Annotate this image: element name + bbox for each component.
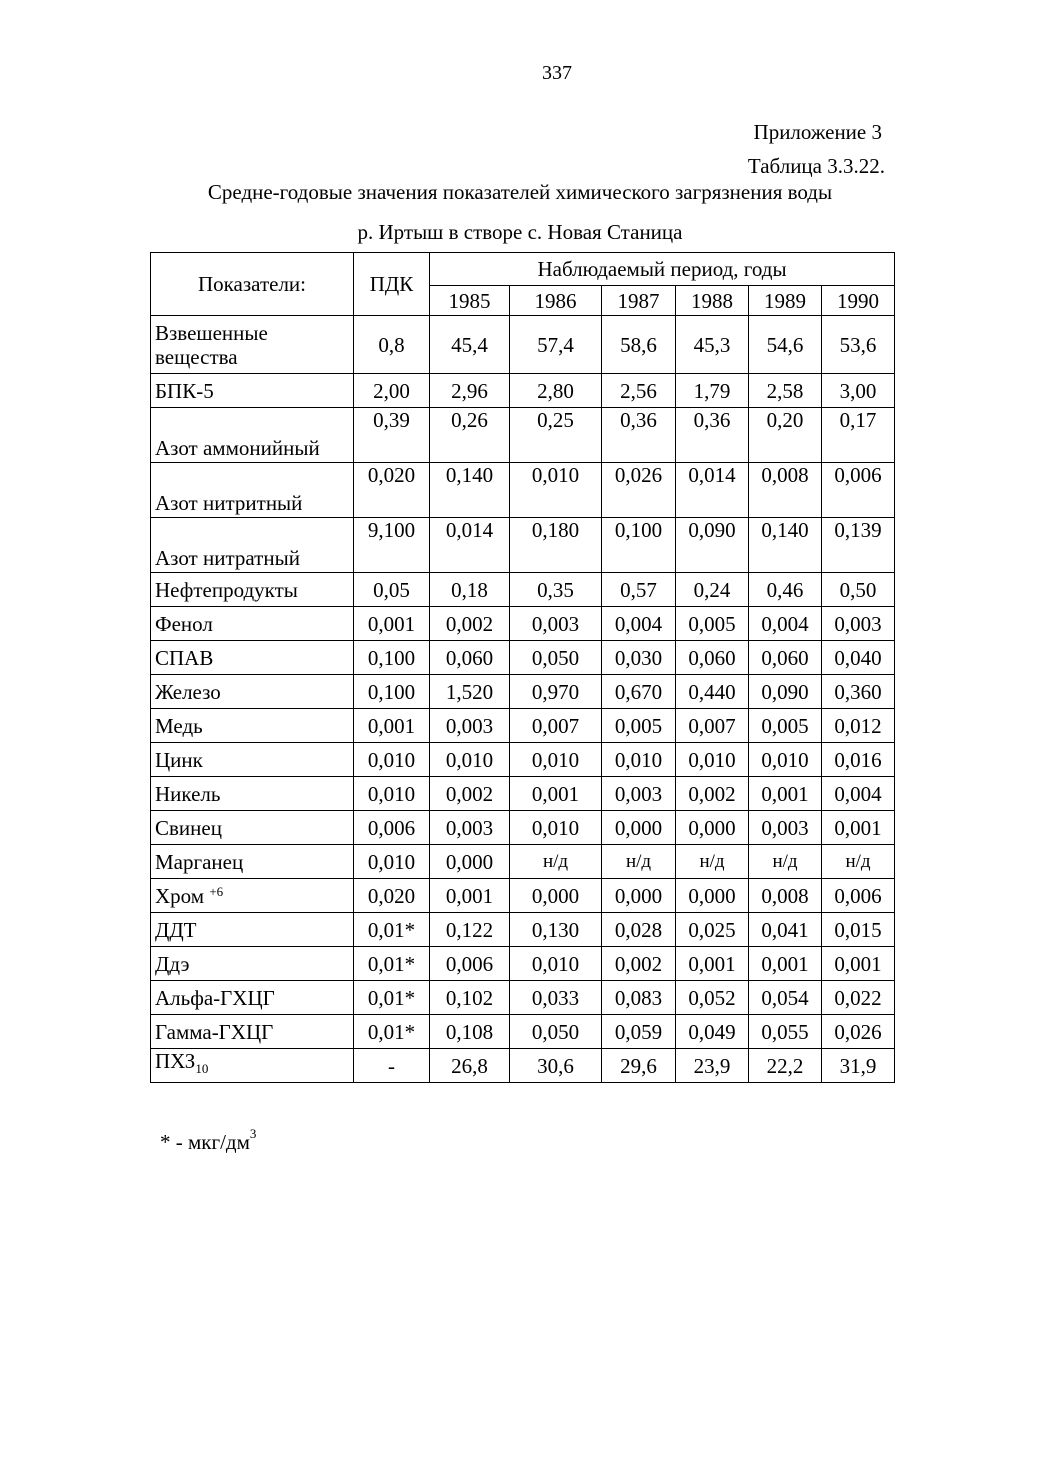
year-value: 0,102	[430, 981, 510, 1015]
year-value: 0,014	[430, 518, 510, 573]
year-value: 1,520	[430, 675, 510, 709]
indicator-name	[151, 777, 354, 811]
indicator-name	[151, 463, 354, 518]
header-year: 1990	[822, 286, 895, 316]
year-value: 0,000	[430, 845, 510, 879]
table-row	[151, 675, 895, 709]
indicator-name-text: Ддэ	[155, 951, 190, 976]
year-value: 0,002	[602, 947, 676, 981]
year-value: 0,010	[510, 811, 602, 845]
indicator-name-text: Цинк	[155, 747, 203, 772]
table-row	[151, 463, 895, 518]
indicator-name	[151, 641, 354, 675]
pdk-value: 0,020	[354, 463, 430, 518]
year-value: 0,000	[676, 811, 749, 845]
indicator-name	[151, 913, 354, 947]
table-row	[151, 607, 895, 641]
indicator-name-text: СПАВ	[155, 645, 214, 670]
table-row	[151, 879, 895, 913]
indicator-name	[151, 316, 354, 374]
year-value: 0,049	[676, 1015, 749, 1049]
year-value: 0,010	[430, 743, 510, 777]
year-value: 0,050	[510, 1015, 602, 1049]
indicator-name-text: Альфа-ГХЦГ	[155, 985, 275, 1010]
table-row	[151, 408, 895, 463]
year-value: 0,130	[510, 913, 602, 947]
year-value: 58,6	[602, 316, 676, 374]
year-value: 0,57	[602, 573, 676, 607]
page-number: 337	[542, 62, 572, 84]
indicator-name-text: Медь	[155, 713, 203, 738]
indicator-name	[151, 518, 354, 573]
year-value: 0,005	[676, 607, 749, 641]
header-period: Наблюдаемый период, годы	[430, 253, 895, 286]
year-value: 0,022	[822, 981, 895, 1015]
indicator-name-text: Хром	[155, 883, 205, 908]
year-value: 0,006	[822, 879, 895, 913]
indicator-name-text: БПК-5	[155, 378, 214, 403]
year-value: 0,122	[430, 913, 510, 947]
indicator-name-text: Нефтепродукты	[155, 577, 298, 602]
footnote	[160, 1126, 257, 1155]
year-value: 0,090	[676, 518, 749, 573]
year-value: 0,090	[749, 675, 822, 709]
indicator-name	[151, 1049, 354, 1083]
year-value: 0,001	[676, 947, 749, 981]
pdk-value: 0,006	[354, 811, 430, 845]
year-value: 0,059	[602, 1015, 676, 1049]
year-value: 0,36	[676, 408, 749, 463]
year-value: 0,001	[822, 947, 895, 981]
pdk-value: -	[354, 1049, 430, 1083]
header-year: 1989	[749, 286, 822, 316]
year-value: 0,060	[430, 641, 510, 675]
table-row	[151, 845, 895, 879]
year-value: 0,030	[602, 641, 676, 675]
table-row	[151, 1015, 895, 1049]
year-value: н/д	[822, 845, 895, 879]
header-indicators: Показатели:	[151, 253, 354, 316]
year-value: 0,18	[430, 573, 510, 607]
year-value: 0,000	[602, 879, 676, 913]
indicator-name-text: Железо	[155, 679, 221, 704]
year-value: 0,003	[510, 607, 602, 641]
year-value: 22,2	[749, 1049, 822, 1083]
year-value: 0,100	[602, 518, 676, 573]
year-value: 0,36	[602, 408, 676, 463]
year-value: 26,8	[430, 1049, 510, 1083]
indicator-name	[151, 374, 354, 408]
indicator-name	[151, 573, 354, 607]
year-value: 0,108	[430, 1015, 510, 1049]
year-value: 57,4	[510, 316, 602, 374]
year-value: 0,004	[602, 607, 676, 641]
pdk-value: 0,100	[354, 675, 430, 709]
indicator-name-text: Никель	[155, 781, 221, 806]
indicator-name-text: Азот нитритный	[155, 491, 303, 515]
indicator-name-text: Свинец	[155, 815, 222, 840]
year-value: 0,052	[676, 981, 749, 1015]
table-title-line1: Средне-годовые значения показателей химического загрязнения воды	[207, 180, 833, 204]
year-value: 0,050	[510, 641, 602, 675]
year-value: 0,670	[602, 675, 676, 709]
year-value: 0,025	[676, 913, 749, 947]
year-value: 0,139	[822, 518, 895, 573]
year-value: 0,010	[510, 947, 602, 981]
year-value: 0,001	[749, 777, 822, 811]
indicator-name-text: Азот аммонийный	[155, 436, 320, 460]
appendix-label: Приложение 3	[753, 120, 882, 144]
year-value: 0,060	[676, 641, 749, 675]
pdk-value: 9,100	[354, 518, 430, 573]
year-value: 30,6	[510, 1049, 602, 1083]
table-row	[151, 573, 895, 607]
table-row	[151, 374, 895, 408]
indicator-name	[151, 1015, 354, 1049]
pdk-value: 0,010	[354, 777, 430, 811]
table-row	[151, 316, 895, 374]
pdk-value: 0,8	[354, 316, 430, 374]
year-value: 0,000	[676, 879, 749, 913]
indicator-name	[151, 811, 354, 845]
footnote-sup: 3	[249, 1126, 257, 1141]
indicator-name	[151, 947, 354, 981]
year-value: 0,006	[822, 463, 895, 518]
year-value: 0,35	[510, 573, 602, 607]
header-year: 1987	[602, 286, 676, 316]
table-row	[151, 641, 895, 675]
table-row	[151, 981, 895, 1015]
year-value: 0,033	[510, 981, 602, 1015]
year-value: 0,001	[510, 777, 602, 811]
year-value: 0,010	[749, 743, 822, 777]
year-value: 2,80	[510, 374, 602, 408]
year-value: 0,002	[430, 777, 510, 811]
year-value: 2,56	[602, 374, 676, 408]
year-value: 3,00	[822, 374, 895, 408]
indicator-name	[151, 709, 354, 743]
year-value: 31,9	[822, 1049, 895, 1083]
indicator-name-text: Взвешенные вещества	[155, 320, 268, 369]
year-value: н/д	[749, 845, 822, 879]
year-value: 0,970	[510, 675, 602, 709]
year-value: 0,003	[822, 607, 895, 641]
indicator-name-text: Фенол	[155, 611, 213, 636]
table-row	[151, 518, 895, 573]
year-value: 0,26	[430, 408, 510, 463]
year-value: 0,003	[430, 811, 510, 845]
pdk-value: 0,39	[354, 408, 430, 463]
indicator-name	[151, 879, 354, 913]
indicator-name	[151, 743, 354, 777]
year-value: 0,004	[749, 607, 822, 641]
table-row	[151, 913, 895, 947]
indicator-name-text: ДДТ	[155, 917, 197, 942]
year-value: 0,010	[676, 743, 749, 777]
pdk-value: 2,00	[354, 374, 430, 408]
table-row	[151, 811, 895, 845]
year-value: 0,360	[822, 675, 895, 709]
year-value: 0,026	[822, 1015, 895, 1049]
indicator-subscript: 10	[195, 1061, 209, 1077]
table-row	[151, 709, 895, 743]
pdk-value: 0,05	[354, 573, 430, 607]
indicator-name-text: Азот нитратный	[155, 546, 300, 570]
pdk-value: 0,01*	[354, 1015, 430, 1049]
year-value: 23,9	[676, 1049, 749, 1083]
year-value: 0,008	[749, 879, 822, 913]
year-value: 0,012	[822, 709, 895, 743]
pdk-value: 0,010	[354, 743, 430, 777]
table-row	[151, 777, 895, 811]
indicator-name-text: ПХЗ	[155, 1049, 196, 1074]
indicator-name-text: Гамма-ГХЦГ	[155, 1019, 274, 1044]
table-row	[151, 1049, 895, 1083]
year-value: н/д	[510, 845, 602, 879]
year-value: 2,58	[749, 374, 822, 408]
header-year: 1985	[430, 286, 510, 316]
pollution-table	[150, 252, 895, 1083]
header-pdk: ПДК	[354, 253, 430, 316]
indicator-superscript: +6	[209, 883, 224, 899]
year-value: 29,6	[602, 1049, 676, 1083]
year-value: 0,001	[430, 879, 510, 913]
table-row	[151, 947, 895, 981]
indicator-name	[151, 845, 354, 879]
year-value: 0,000	[602, 811, 676, 845]
year-value: 0,005	[602, 709, 676, 743]
year-value: 45,3	[676, 316, 749, 374]
year-value: 0,003	[602, 777, 676, 811]
year-value: 0,003	[430, 709, 510, 743]
pdk-value: 0,100	[354, 641, 430, 675]
pdk-value: 0,010	[354, 845, 430, 879]
year-value: 0,016	[822, 743, 895, 777]
year-value: 0,004	[822, 777, 895, 811]
year-value: 0,000	[510, 879, 602, 913]
year-value: 0,015	[822, 913, 895, 947]
year-value: 0,055	[749, 1015, 822, 1049]
pdk-value: 0,01*	[354, 913, 430, 947]
pdk-value: 0,01*	[354, 947, 430, 981]
year-value: 0,041	[749, 913, 822, 947]
year-value: 0,002	[676, 777, 749, 811]
year-value: 0,440	[676, 675, 749, 709]
header-year: 1986	[510, 286, 602, 316]
table-title-line2: р. Иртыш в створе с. Новая Станица	[357, 220, 683, 244]
year-value: 0,46	[749, 573, 822, 607]
year-value: 0,007	[510, 709, 602, 743]
year-value: 0,054	[749, 981, 822, 1015]
year-value: 0,001	[822, 811, 895, 845]
year-value: 0,20	[749, 408, 822, 463]
table-number: Таблица 3.3.22.	[747, 154, 885, 178]
indicator-name-text: Марганец	[155, 849, 244, 874]
pdk-value: 0,01*	[354, 981, 430, 1015]
year-value: 0,010	[602, 743, 676, 777]
year-value: 0,010	[510, 743, 602, 777]
year-value: 54,6	[749, 316, 822, 374]
year-value: 0,50	[822, 573, 895, 607]
year-value: 0,083	[602, 981, 676, 1015]
year-value: 0,026	[602, 463, 676, 518]
year-value: 0,007	[676, 709, 749, 743]
indicator-name	[151, 408, 354, 463]
year-value: 0,003	[749, 811, 822, 845]
year-value: 0,060	[749, 641, 822, 675]
year-value: н/д	[676, 845, 749, 879]
year-value: 0,014	[676, 463, 749, 518]
pdk-value: 0,001	[354, 607, 430, 641]
year-value: 0,008	[749, 463, 822, 518]
pdk-value: 0,020	[354, 879, 430, 913]
year-value: 0,040	[822, 641, 895, 675]
pdk-value: 0,001	[354, 709, 430, 743]
year-value: 0,028	[602, 913, 676, 947]
year-value: 0,24	[676, 573, 749, 607]
year-value: 0,25	[510, 408, 602, 463]
year-value: 0,140	[430, 463, 510, 518]
year-value: 45,4	[430, 316, 510, 374]
header-year: 1988	[676, 286, 749, 316]
indicator-name	[151, 981, 354, 1015]
indicator-name	[151, 607, 354, 641]
year-value: н/д	[602, 845, 676, 879]
year-value: 0,001	[749, 947, 822, 981]
year-value: 0,180	[510, 518, 602, 573]
year-value: 53,6	[822, 316, 895, 374]
year-value: 0,005	[749, 709, 822, 743]
year-value: 0,010	[510, 463, 602, 518]
indicator-name	[151, 675, 354, 709]
footnote-text: * - мкг/дм	[160, 1130, 250, 1154]
year-value: 0,17	[822, 408, 895, 463]
year-value: 0,140	[749, 518, 822, 573]
table-row	[151, 743, 895, 777]
year-value: 0,006	[430, 947, 510, 981]
year-value: 1,79	[676, 374, 749, 408]
year-value: 0,002	[430, 607, 510, 641]
year-value: 2,96	[430, 374, 510, 408]
